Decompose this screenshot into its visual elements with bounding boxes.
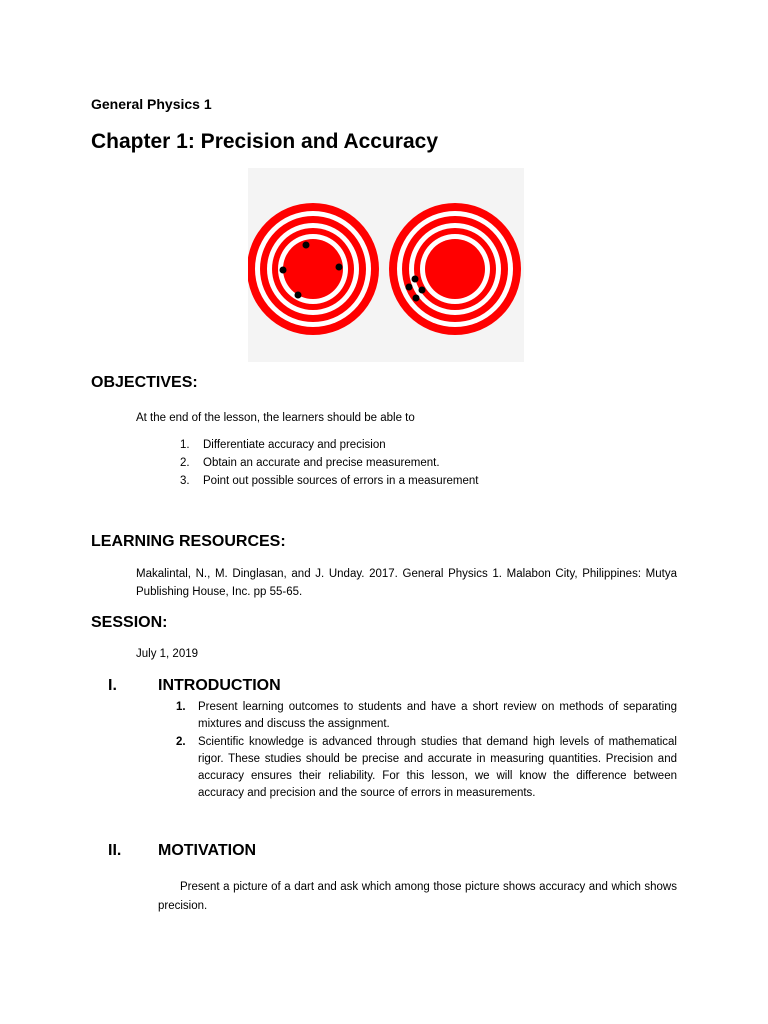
introduction-heading: INTRODUCTION: [158, 677, 281, 694]
list-item: 2. Obtain an accurate and precise measurement.: [180, 457, 440, 469]
dart-hit: [412, 276, 419, 283]
list-item: 1. Present learning outcomes to students and have a short review on methods of separating mixtures and discuss the assignment.: [176, 701, 677, 730]
dartboard-targets-figure: [248, 168, 524, 362]
motivation-text: Present a picture of a dart and ask which among those picture shows accuracy and which shows precision.: [158, 881, 677, 912]
chapter-title: Chapter 1: Precision and Accuracy: [91, 130, 439, 153]
section-numeral: II.: [108, 842, 122, 859]
target-right: [389, 203, 521, 335]
session-heading: SESSION:: [91, 614, 168, 631]
objectives-intro: At the end of the lesson, the learners should be able to: [136, 412, 415, 424]
motivation-heading: MOTIVATION: [158, 842, 257, 859]
list-item: 3. Point out possible sources of errors in a measurement: [180, 475, 479, 487]
resources-heading: LEARNING RESOURCES:: [91, 533, 286, 550]
dart-hit: [406, 284, 413, 291]
section-numeral: I.: [108, 677, 117, 694]
session-date: July 1, 2019: [136, 648, 199, 660]
list-item: 2. Scientific knowledge is advanced through studies that demand high levels of mathematical rigor. These studies should be precise and accurate in measuring quantities. Precision and accuracy ensures their reliability. For this lesson, we will know the difference between accuracy and precision and the source of errors in measurements.: [176, 736, 677, 799]
dart-hit: [303, 242, 310, 249]
subject-title: General Physics 1: [91, 96, 212, 112]
introduction-list: [176, 699, 677, 803]
objectives-list: [180, 436, 600, 490]
dart-hit: [413, 295, 420, 302]
dart-hit: [336, 264, 343, 271]
objectives-heading: OBJECTIVES:: [91, 374, 198, 391]
resources-citation: Makalintal, N., M. Dinglasan, and J. Unday. 2017. General Physics 1. Malabon City, Philippines: Mutya Publishing House, Inc. pp 55-65.: [136, 568, 677, 598]
list-item: 1. Differentiate accuracy and precision: [180, 439, 386, 451]
dart-hit: [295, 292, 302, 299]
target-left: [248, 203, 379, 335]
dart-hit: [419, 287, 426, 294]
dart-hit: [280, 267, 287, 274]
